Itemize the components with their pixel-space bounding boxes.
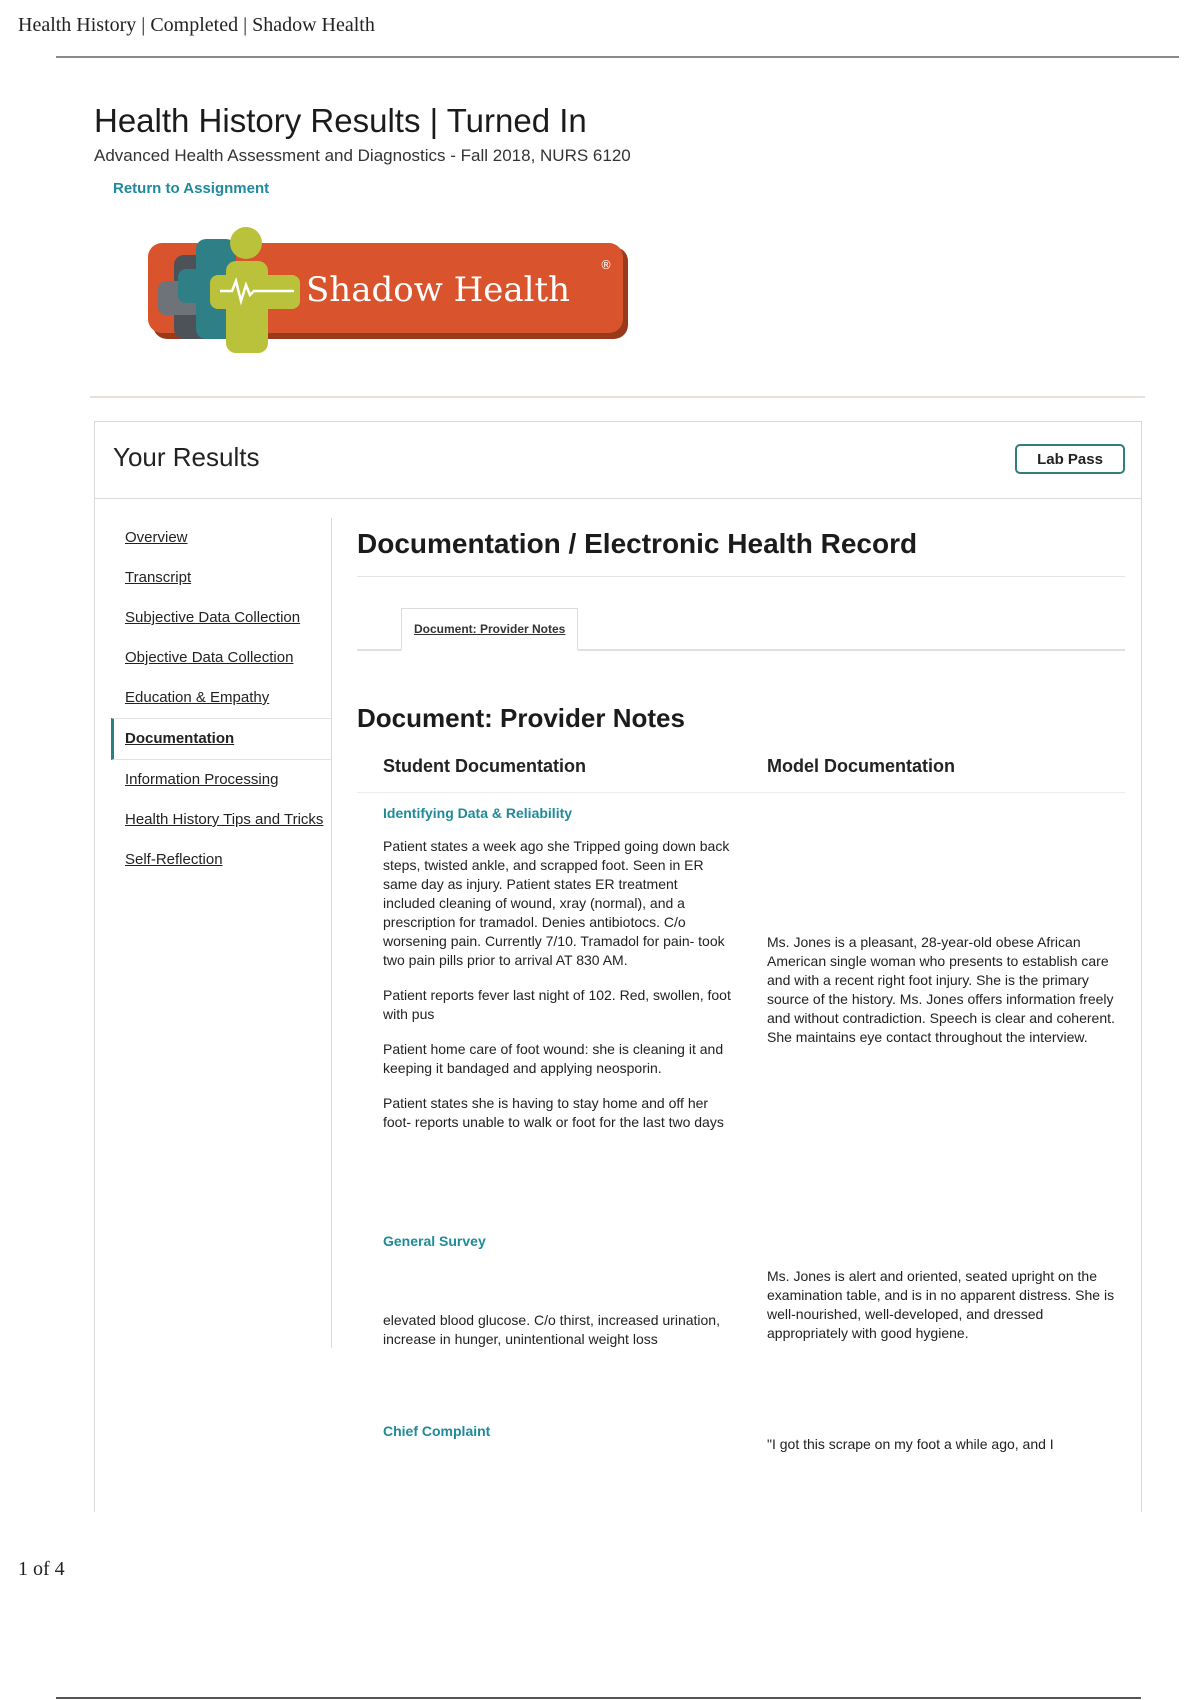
student-note-paragraph: Patient states a week ago she Tripped going down back steps, twisted ankle, and scrapped foot. Seen in ER same day as injury. Patient states ER treatment included cleaning of wound, xray (normal), and a prescription for tramadol. Denies antibiotocs. C/o worsening pain. Currently 7/10. Tramadol for pain- took two pain pills prior to arrival AT 830 AM.: [383, 838, 730, 968]
section-general-survey: [357, 1233, 1125, 1423]
student-note: [383, 837, 733, 1148]
document-tabs: [357, 577, 1125, 651]
student-note-paragraph: Patient home care of foot wound: she is cleaning it and keeping it bandaged and applying neosporin.: [383, 1041, 724, 1076]
footer-divider: [56, 1697, 1141, 1699]
logo-divider: [90, 396, 1145, 398]
registered-mark: ®: [600, 258, 612, 272]
logo-wordmark: Shadow Health: [306, 270, 571, 310]
section-label: Identifying Data & Reliability: [383, 805, 573, 821]
tab-provider-notes[interactable]: Document: Provider Notes: [401, 608, 578, 651]
student-note: [383, 1311, 733, 1365]
section-label: General Survey: [383, 1233, 486, 1249]
page-title: Health History Results | Turned In: [94, 102, 587, 139]
nav-information-processing[interactable]: Information Processing: [125, 771, 279, 788]
section-identifying-data: [357, 793, 1125, 1233]
nav-self-reflection[interactable]: Self-Reflection: [125, 851, 223, 868]
section-label: Chief Complaint: [383, 1423, 491, 1439]
documentation-title: Documentation / Electronic Health Record: [357, 518, 1125, 577]
lab-pass-button[interactable]: Lab Pass: [1015, 444, 1125, 474]
model-note: Ms. Jones is alert and oriented, seated upright on the examination table, and is in no apparent distress. She is well-nourished, well-developed, and dressed appropriately with good hygiene.: [767, 1268, 1115, 1341]
results-header: [95, 422, 1141, 499]
documentation-panel: [357, 518, 1125, 1483]
nav-overview[interactable]: Overview: [125, 529, 188, 546]
results-title: Your Results: [113, 442, 260, 472]
shadow-health-logo: [148, 225, 678, 365]
return-to-assignment-link[interactable]: Return to Assignment: [113, 180, 270, 197]
student-note-paragraph: Patient reports fever last night of 102. Red, swollen, foot with pus: [383, 987, 731, 1022]
provider-notes-title: Document: Provider Notes: [357, 703, 685, 733]
model-note: Ms. Jones is a pleasant, 28-year-old obese African American single woman who presents to establish care and with a recent right foot injury. She is the primary source of the history. Ms. Jones offers information freely and without contradiction. Speech is clear and coherent. She maintains eye contact throughout the interview.: [767, 934, 1115, 1045]
nav-documentation[interactable]: Documentation: [111, 718, 331, 760]
nav-subjective-data-collection[interactable]: Subjective Data Collection: [125, 609, 301, 626]
results-card: [94, 421, 1142, 1512]
section-chief-complaint: [357, 1423, 1125, 1483]
student-documentation-header: Student Documentation: [383, 756, 586, 776]
page-subtitle: Advanced Health Assessment and Diagnostics - Fall 2018, NURS 6120: [94, 146, 631, 165]
nav-health-history-tips[interactable]: Health History Tips and Tricks: [125, 811, 324, 828]
model-documentation-header: Model Documentation: [767, 756, 955, 776]
nav-objective-data-collection[interactable]: Objective Data Collection: [125, 649, 294, 666]
student-note-paragraph: elevated blood glucose. C/o thirst, increased urination, increase in hunger, unintentional weight loss: [383, 1312, 720, 1347]
header-divider: [56, 56, 1179, 58]
page-number: 1 of 4: [18, 1558, 65, 1580]
print-header: Health History | Completed | Shadow Health: [18, 14, 375, 36]
nav-transcript[interactable]: Transcript: [125, 569, 192, 586]
results-side-nav: [111, 518, 332, 1348]
student-note-paragraph: Patient states she is having to stay home and off her foot- reports unable to walk or foot for the last two days: [383, 1095, 724, 1130]
documentation-column-headers: [357, 734, 1125, 793]
nav-education-empathy[interactable]: Education & Empathy: [125, 689, 270, 706]
model-note: "I got this scrape on my foot a while ago, and I: [767, 1436, 1054, 1452]
